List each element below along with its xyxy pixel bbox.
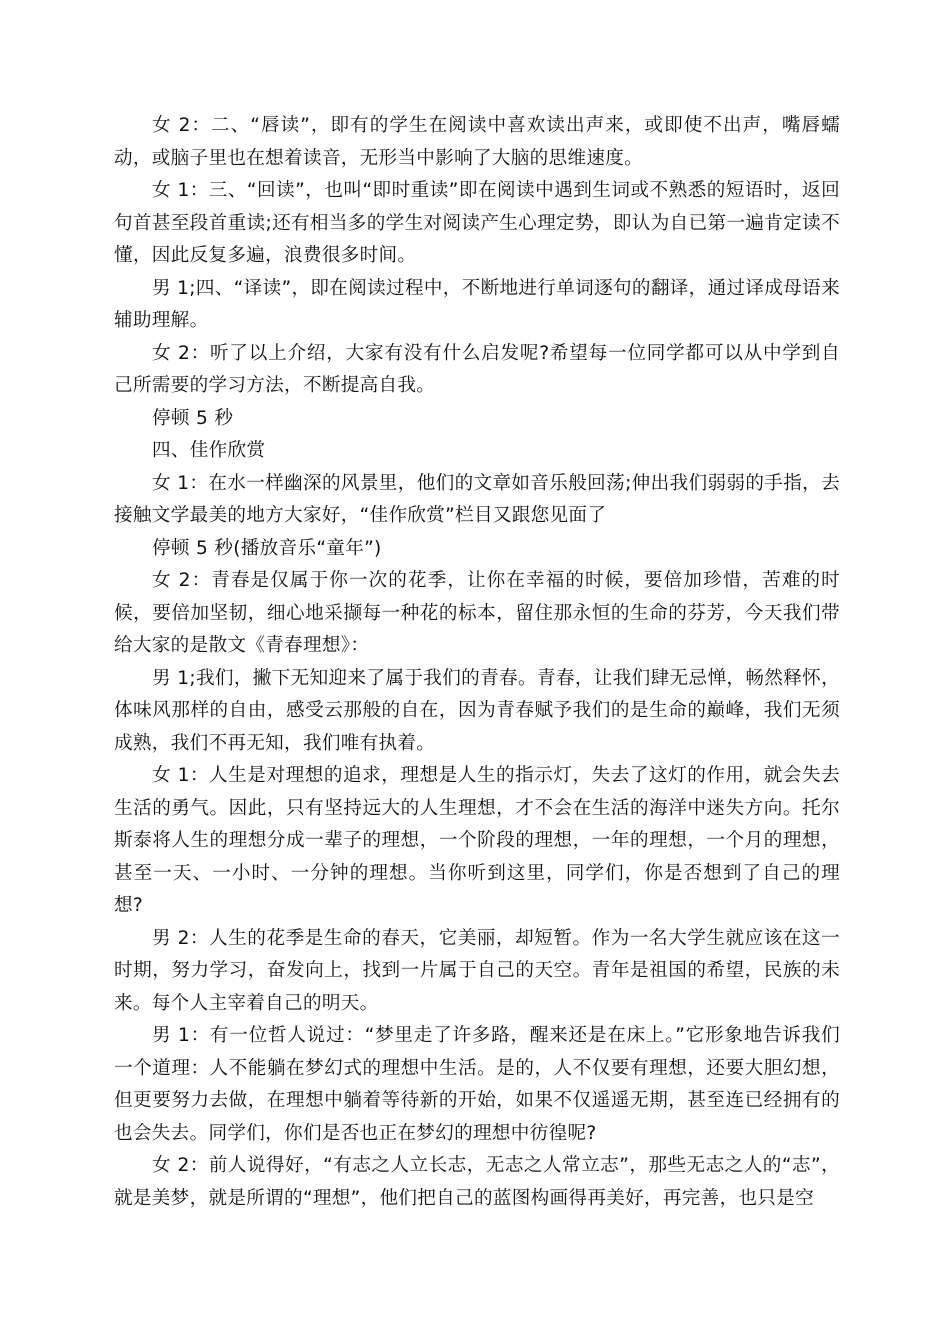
paragraph-translation-reading: 男 1;四、“译读”，即在阅读过程中，不断地进行单词逐句的翻译，通过译成母语来辅助理解。 [114,277,840,331]
paragraph-pause-2: 停顿 5 秒(播放音乐“童年”) [152,537,382,559]
paragraph-youth-intro: 女 2：青春是仅属于你一次的花季，让你在幸福的时候，要倍加珍惜，苦难的时候，要倍加坚韧，细心地采撷每一种花的标本，留住那永恒的生命的芬芳，今天我们带给大家的是散文《青春理想》： [114,570,840,656]
paragraph-philosopher: 男 1：有一位哲人说过：“梦里走了许多路，醒来还是在床上。”它形象地告诉我们一个道理：人不能躺在梦幻式的理想中生活。是的，人不仅要有理想，还要大胆幻想，但更要努力去做，在理想中躺着等待新的开始，如果不仅遥遥无期，甚至连已经拥有的也会失去。同学们，你们是否也正在梦幻的理想中彷徨呢? [114,1025,840,1144]
paragraph-re-reading: 女 1：三、“回读”，也叫“即时重读”即在阅读中遇到生词或不熟悉的短语时，返回句首甚至段首重读;还有相当多的学生对阅读产生心理定势，即认为自已第一遍肯定读不懂，因此反复多遍，浪费很多时间。 [114,180,840,266]
paragraph-pause-1: 停顿 5 秒 [152,407,234,429]
paragraph-youth-1: 男 1;我们，撇下无知迎来了属于我们的青春。青春，让我们肆无忌惮，畅然释怀，体味风那样的自由，感受云那般的自在，因为青春赋予我们的是生命的巅峰，我们无须成熟，我们不再无知，我们唯有执着。 [114,667,840,754]
paragraph-ambition: 女 2：前人说得好，“有志之人立长志，无志之人常立志”，那些无志之人的“志”，就是美梦，就是所谓的“理想”，他们把自己的蓝图构画得再美好，再完善，也只是空 [114,1155,840,1209]
paragraph-lip-reading: 女 2：二、“唇读”，即有的学生在阅读中喜欢读出声来，或即使不出声，嘴唇蠕动，或脑子里也在想着读音，无形当中影响了大脑的思维速度。 [114,115,840,169]
paragraph-section-intro: 女 1：在水一样幽深的风景里，他们的文章如音乐般回荡;伸出我们弱弱的手指，去接触文学最美的地方大家好，“佳作欣赏”栏目又跟您见面了 [114,472,840,526]
paragraph-flower-season: 男 2：人生的花季是生命的春天，它美丽，却短暂。作为一名大学生就应该在这一时期，努力学习，奋发向上，找到一片属于自己的天空。青年是祖国的希望，民族的未来。每个人主宰着自己的明天。 [114,927,840,1014]
section-heading: 四、佳作欣赏 [152,440,266,461]
paragraph-inspiration: 女 2：听了以上介绍，大家有没有什么启发呢?希望每一位同学都可以从中学到自己所需要的学习方法，不断提高自我。 [114,342,840,396]
paragraph-ideals: 女 1：人生是对理想的追求，理想是人生的指示灯，失去了这灯的作用，就会失去生活的勇气。因此，只有坚持远大的人生理想，才不会在生活的海洋中迷失方向。托尔斯泰将人生的理想分成一辈子的理想，一个阶段的理想，一年的理想，一个月的理想，甚至一天、一小时、一分钟的理想。当你听到这里，同学们，你是否想到了自己的理想? [114,765,840,916]
document-page [114,110,840,1215]
